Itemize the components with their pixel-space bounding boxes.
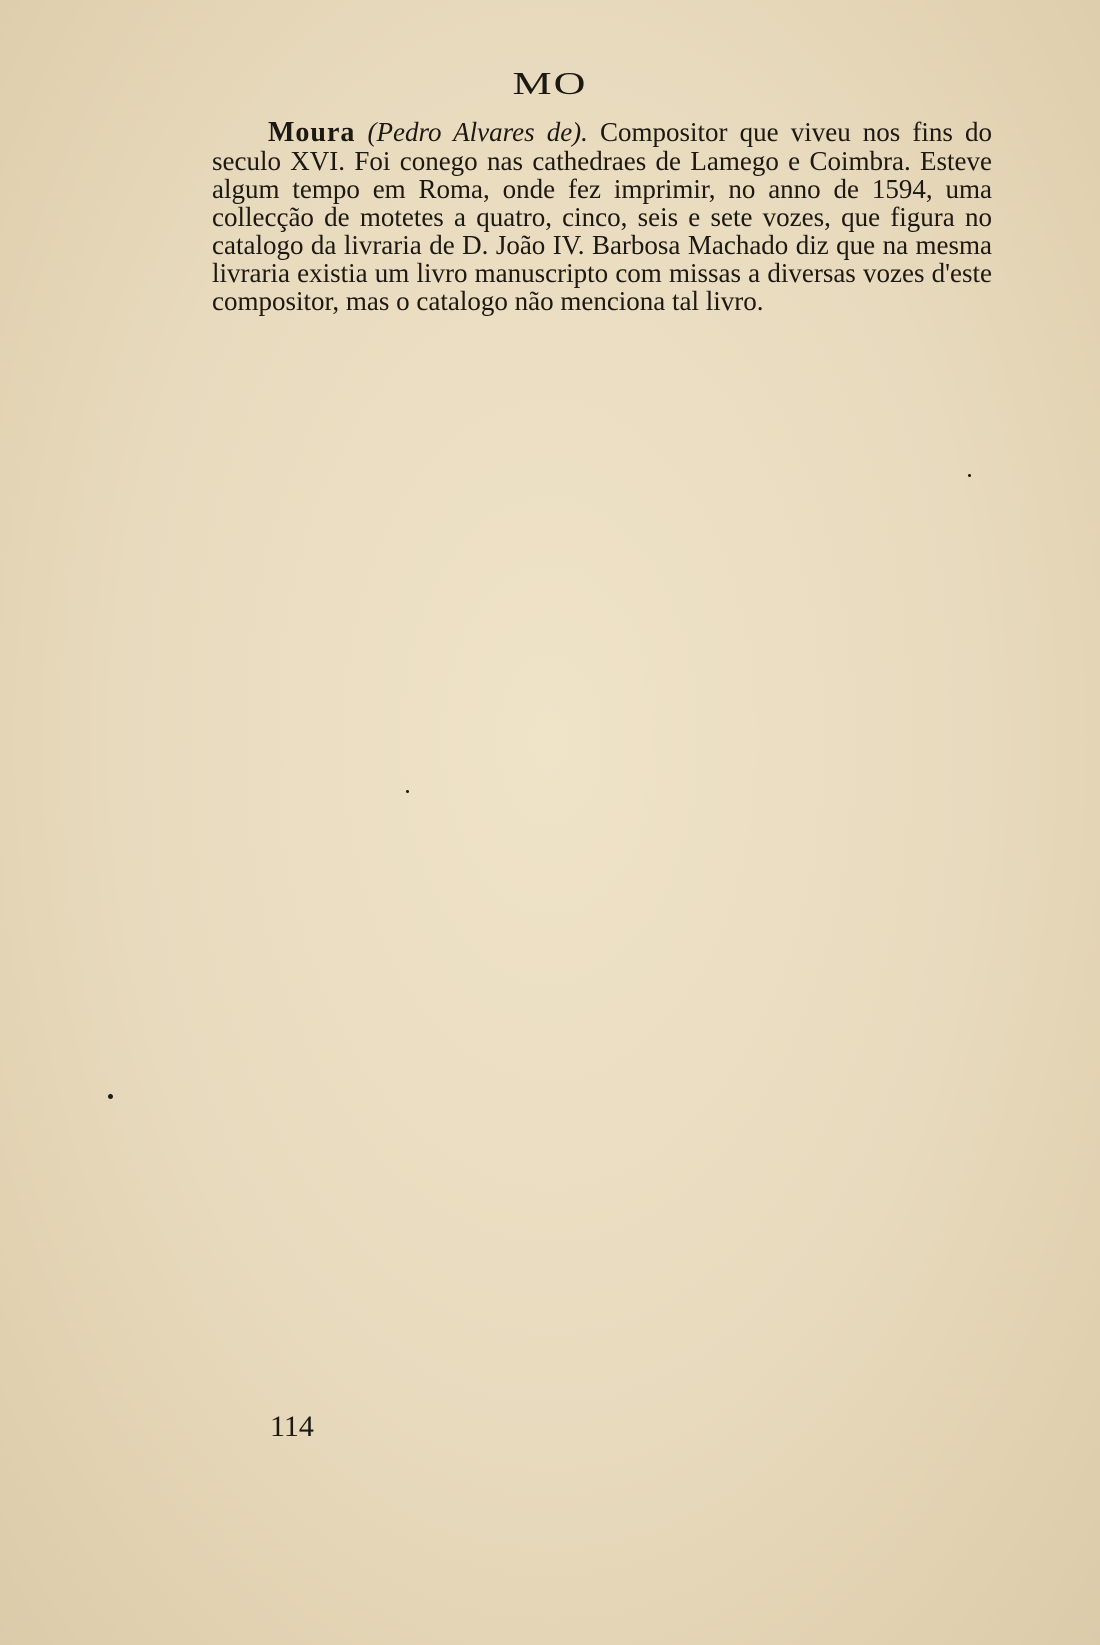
ink-speck	[108, 1094, 113, 1099]
dictionary-entry	[212, 118, 992, 315]
ink-speck	[406, 790, 409, 793]
ink-speck	[968, 474, 971, 477]
entry-name: (Pedro Alvares de).	[367, 117, 588, 147]
page-number: 114	[270, 1410, 314, 1443]
entry-headword: Moura	[268, 117, 356, 148]
entry-body: Compositor que viveu nos fins do seculo XVI. Foi conego nas cathedraes de Lamego e Coimbra. Esteve algum tempo em Roma, onde fez imprimir, no anno de 1594, uma collecção de motetes a quatro, cinco, seis e sete vozes, que figura no catalogo da livraria de D. João IV. Barbosa Machado diz que na mesma livraria existia um livro manuscripto com missas a diversas vozes d'este compositor, mas o catalogo não menciona tal livro.	[212, 117, 993, 316]
bleed-through-texture	[214, 330, 994, 1430]
running-head: MO	[512, 66, 588, 102]
